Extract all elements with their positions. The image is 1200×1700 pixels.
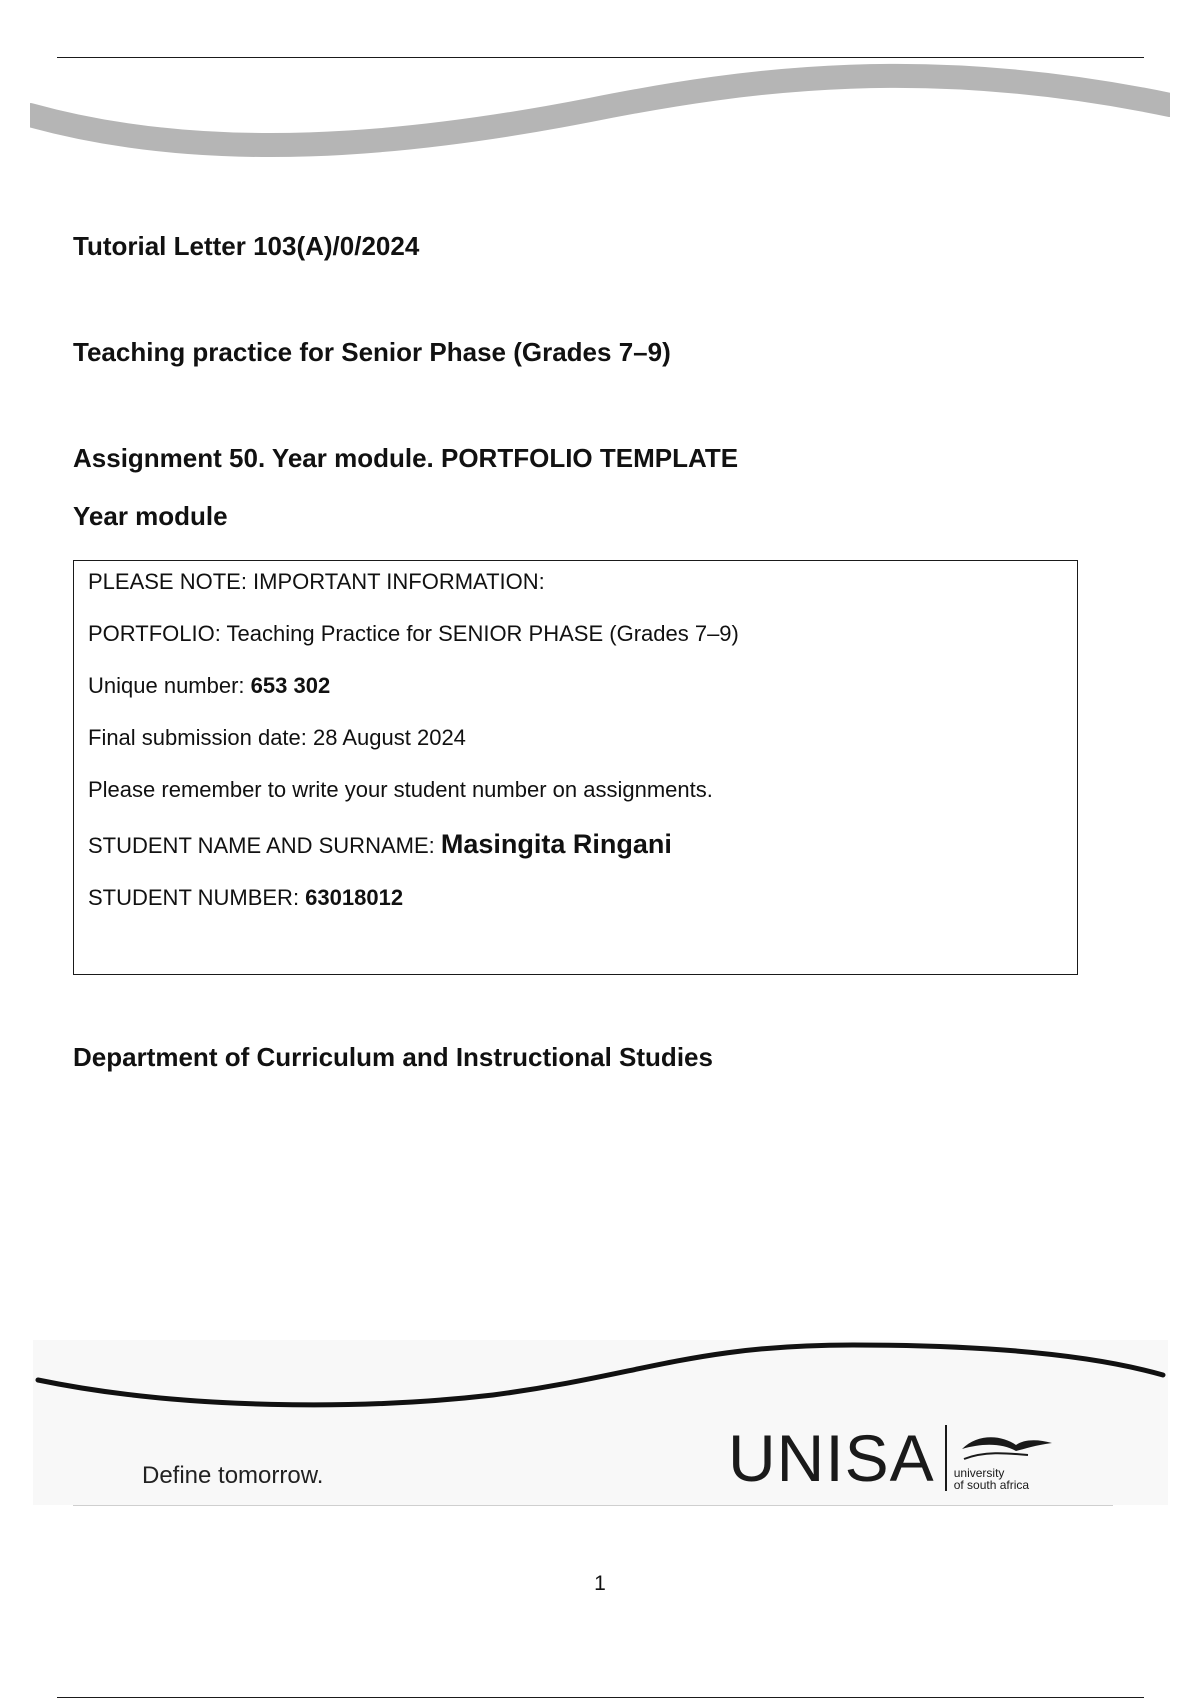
unique-number-line	[88, 673, 330, 699]
logo-university-text: university	[953, 1466, 1005, 1480]
student-number-line	[88, 885, 403, 911]
top-rule	[57, 57, 1144, 58]
unisa-logo	[728, 1418, 1054, 1498]
important-information-box	[73, 560, 1078, 975]
student-number-value: 63018012	[305, 885, 404, 910]
student-name-line	[88, 829, 672, 860]
submission-date-line: Final submission date: 28 August 2024	[88, 725, 466, 750]
department-name: Department of Curriculum and Instructional Studies	[73, 1042, 713, 1072]
student-number-label: STUDENT NUMBER:	[88, 885, 306, 910]
unique-number-label: Unique number:	[88, 673, 251, 698]
unique-number-value: 653 302	[250, 673, 331, 698]
footer-tagline: Define tomorrow.	[142, 1462, 324, 1489]
logo-south-africa-text: of south africa	[953, 1478, 1030, 1492]
assignment-title: Assignment 50. Year module. PORTFOLIO TEMPLATE	[73, 443, 739, 473]
header-wave-decoration	[30, 60, 1170, 180]
portfolio-line: PORTFOLIO: Teaching Practice for SENIOR PHASE (Grades 7–9)	[88, 621, 739, 646]
unisa-logo-wordmark: UNISA	[728, 1421, 935, 1495]
bottom-rule	[57, 1697, 1144, 1698]
student-name-value: Masingita Ringani	[440, 829, 672, 859]
footer-wave-decoration	[33, 1330, 1168, 1430]
note-heading: PLEASE NOTE: IMPORTANT INFORMATION:	[88, 569, 545, 594]
bird-emblem-icon	[954, 1431, 1054, 1467]
logo-separator	[945, 1425, 947, 1491]
footer-rule	[73, 1505, 1113, 1506]
module-type: Year module	[73, 501, 228, 531]
page-number: 1	[594, 1572, 606, 1595]
course-title: Teaching practice for Senior Phase (Grades 7–9)	[73, 337, 671, 367]
reminder-line: Please remember to write your student number on assignments.	[88, 777, 713, 802]
logo-mark	[954, 1425, 1054, 1491]
tutorial-letter-title: Tutorial Letter 103(A)/0/2024	[73, 231, 420, 261]
student-name-label: STUDENT NAME AND SURNAME:	[88, 833, 441, 858]
